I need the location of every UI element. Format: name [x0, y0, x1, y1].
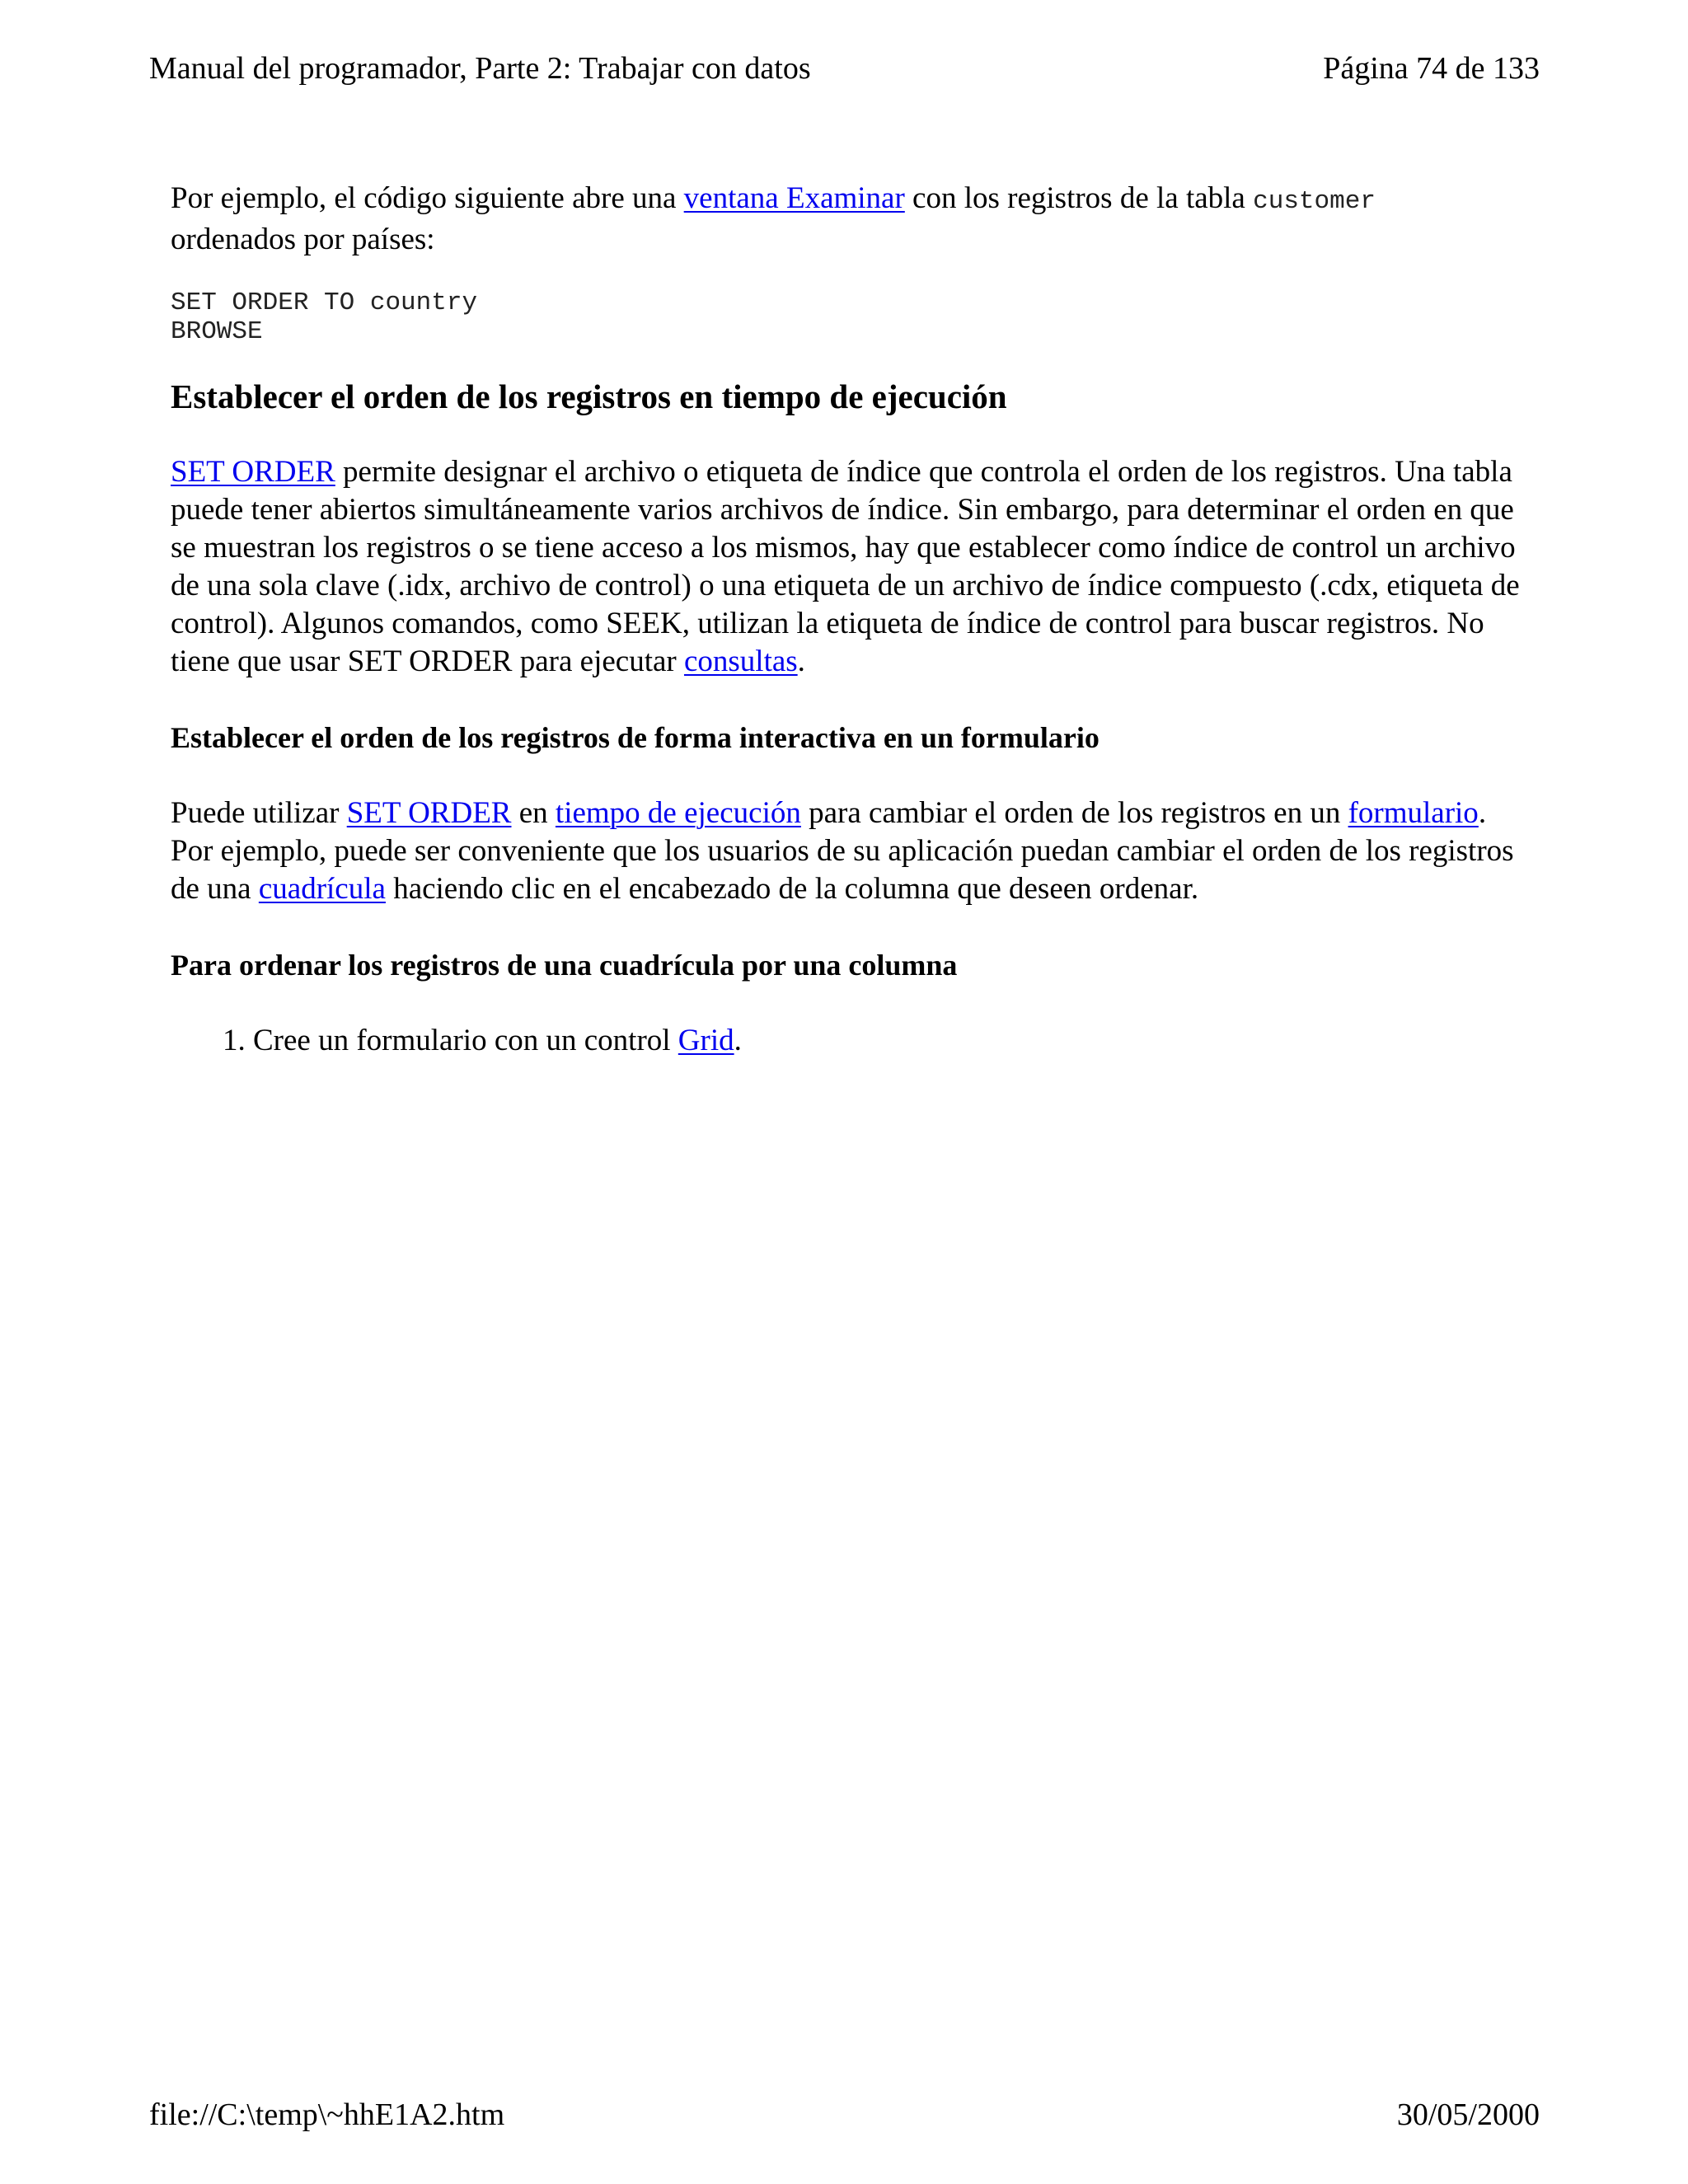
code-line: SET ORDER TO country — [171, 288, 478, 317]
document-title: Manual del programador, Parte 2: Trabajar con datos — [149, 51, 811, 86]
page-header — [149, 53, 1540, 84]
link-ventana-examinar[interactable]: ventana Examinar — [683, 181, 905, 215]
procedure-steps — [171, 1022, 1522, 1060]
link-set-order[interactable]: SET ORDER — [171, 455, 335, 489]
link-grid[interactable]: Grid — [678, 1024, 734, 1057]
intro-paragraph: Por ejemplo, el código siguiente abre una ventana Examinar con los registros de la tabla customer ordenados por países: — [171, 181, 1376, 256]
print-date: 30/05/2000 — [1396, 2097, 1540, 2132]
document-body — [171, 180, 1522, 1060]
page-number: Página 74 de 133 — [1323, 51, 1540, 86]
file-path: file://C:\temp\~hhE1A2.htm — [149, 2097, 505, 2132]
section2-paragraph: Puede utilizar SET ORDER en tiempo de ejecución para cambiar el orden de los registros en un formulario. Por ejemplo, puede ser conveniente que los usuarios de su aplicación puedan cambiar el orden de los registros de una cuadrícula haciendo clic en el encabezado de la columna que deseen ordenar. — [171, 796, 1514, 906]
list-item: 1. Cree un formulario con un control Grid. — [253, 1022, 1522, 1060]
link-set-order-2[interactable]: SET ORDER — [346, 796, 512, 830]
subsection-heading: Establecer el orden de los registros de forma interactiva en un formulario — [171, 721, 1100, 754]
link-formulario[interactable]: formulario — [1348, 796, 1479, 830]
code-line: BROWSE — [171, 317, 263, 346]
code-block — [171, 288, 1522, 346]
code-word-customer: customer — [1253, 187, 1376, 216]
link-cuadricula[interactable]: cuadrícula — [258, 872, 386, 906]
page-footer — [149, 2099, 1540, 2130]
procedure-heading: Para ordenar los registros de una cuadrícula por una columna — [171, 949, 958, 982]
section-heading: Establecer el orden de los registros en tiempo de ejecución — [171, 377, 1007, 415]
section1-paragraph: SET ORDER permite designar el archivo o etiqueta de índice que controla el orden de los registros. Una tabla puede tener abiertos simultáneamente varios archivos de índice. Sin embargo, para determinar el orden en que se muestran los registros o se tiene acceso a los mismos, hay que establecer como índice de control un archivo de una sola clave (.idx, archivo de control) o una etiqueta de un archivo de índice compuesto (.cdx, etiqueta de control). Algunos comandos, como SEEK, utilizan la etiqueta de índice de control para buscar registros. No tiene que usar SET ORDER para ejecutar consultas. — [171, 455, 1520, 678]
link-tiempo-de-ejecucion[interactable]: tiempo de ejecución — [555, 796, 801, 830]
link-consultas[interactable]: consultas — [683, 644, 798, 678]
